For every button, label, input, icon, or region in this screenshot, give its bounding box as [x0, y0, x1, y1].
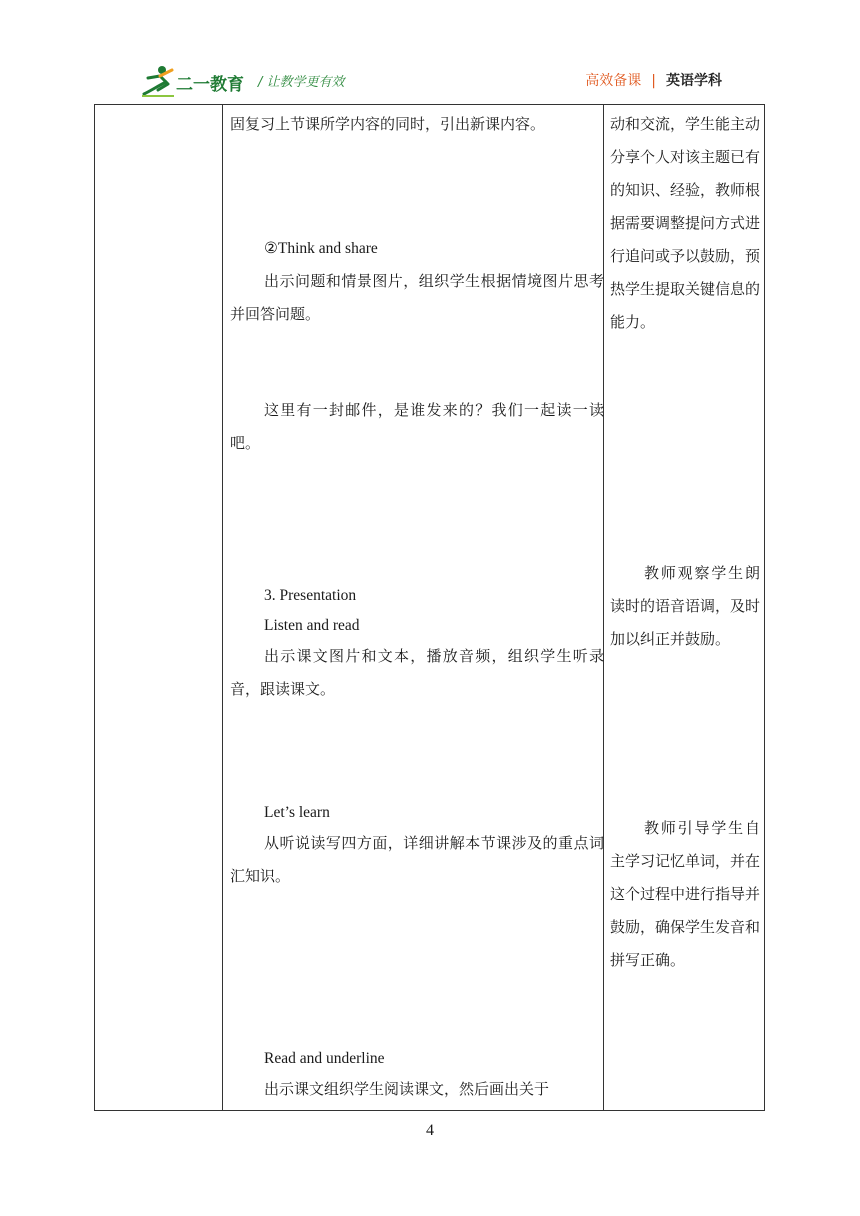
header-tagline: / 让教学更有效	[258, 75, 345, 90]
heading-presentation: 3. Presentation	[264, 587, 357, 604]
paragraph-email-question: 这里有一封邮件，是谁发来的？我们一起读一读吧。	[230, 401, 604, 452]
heading-think-and-share: ②Think and share	[264, 240, 378, 257]
intent-think-share: 动和交流，学生能主动分享个人对该主题已有的知识、经验，教师根据需要调整提问方式进行追问或予以鼓励，预热学生提取关键信息的能力。	[610, 115, 761, 331]
design-intent-column	[610, 105, 760, 1110]
page-header	[0, 0, 860, 104]
heading-listen-and-read: Listen and read	[264, 617, 360, 634]
page-number: 4	[426, 1122, 434, 1139]
paragraph-lets-learn-instructions: 从听说读写四方面，详细讲解本节课涉及的重点词汇知识。	[230, 834, 604, 885]
lesson-plan-table	[94, 104, 765, 1111]
column-divider-left	[222, 105, 223, 1110]
teaching-process-column	[230, 105, 604, 1110]
paragraph-listen-read-instructions: 出示课文图片和文本，播放音频，组织学生听录音，跟读课文。	[230, 647, 604, 698]
header-subject	[585, 70, 722, 90]
header-label-subject: 英语学科	[666, 73, 722, 89]
paragraph-review-continued: 固复习上节课所学内容的同时，引出新课内容。	[230, 115, 546, 133]
header-label-efficient-prep: 高效备课	[585, 73, 642, 89]
paragraph-think-share-instructions: 出示问题和情景图片，组织学生根据情境图片思考并回答问题。	[230, 272, 604, 323]
intent-lets-learn: 教师引导学生自主学习记忆单词，并在这个过程中进行指导并鼓励，确保学生发音和拼写正确。	[610, 819, 761, 969]
intent-listen-read: 教师观察学生朗读时的语音语调，及时加以纠正并鼓励。	[610, 564, 761, 648]
paragraph-read-underline-instructions: 出示课文组织学生阅读课文，然后画出关于	[264, 1080, 550, 1098]
heading-read-and-underline: Read and underline	[264, 1050, 385, 1067]
header-separator: |	[651, 73, 656, 89]
logo-text: 二一教育	[176, 75, 244, 95]
heading-lets-learn: Let’s learn	[264, 804, 330, 821]
